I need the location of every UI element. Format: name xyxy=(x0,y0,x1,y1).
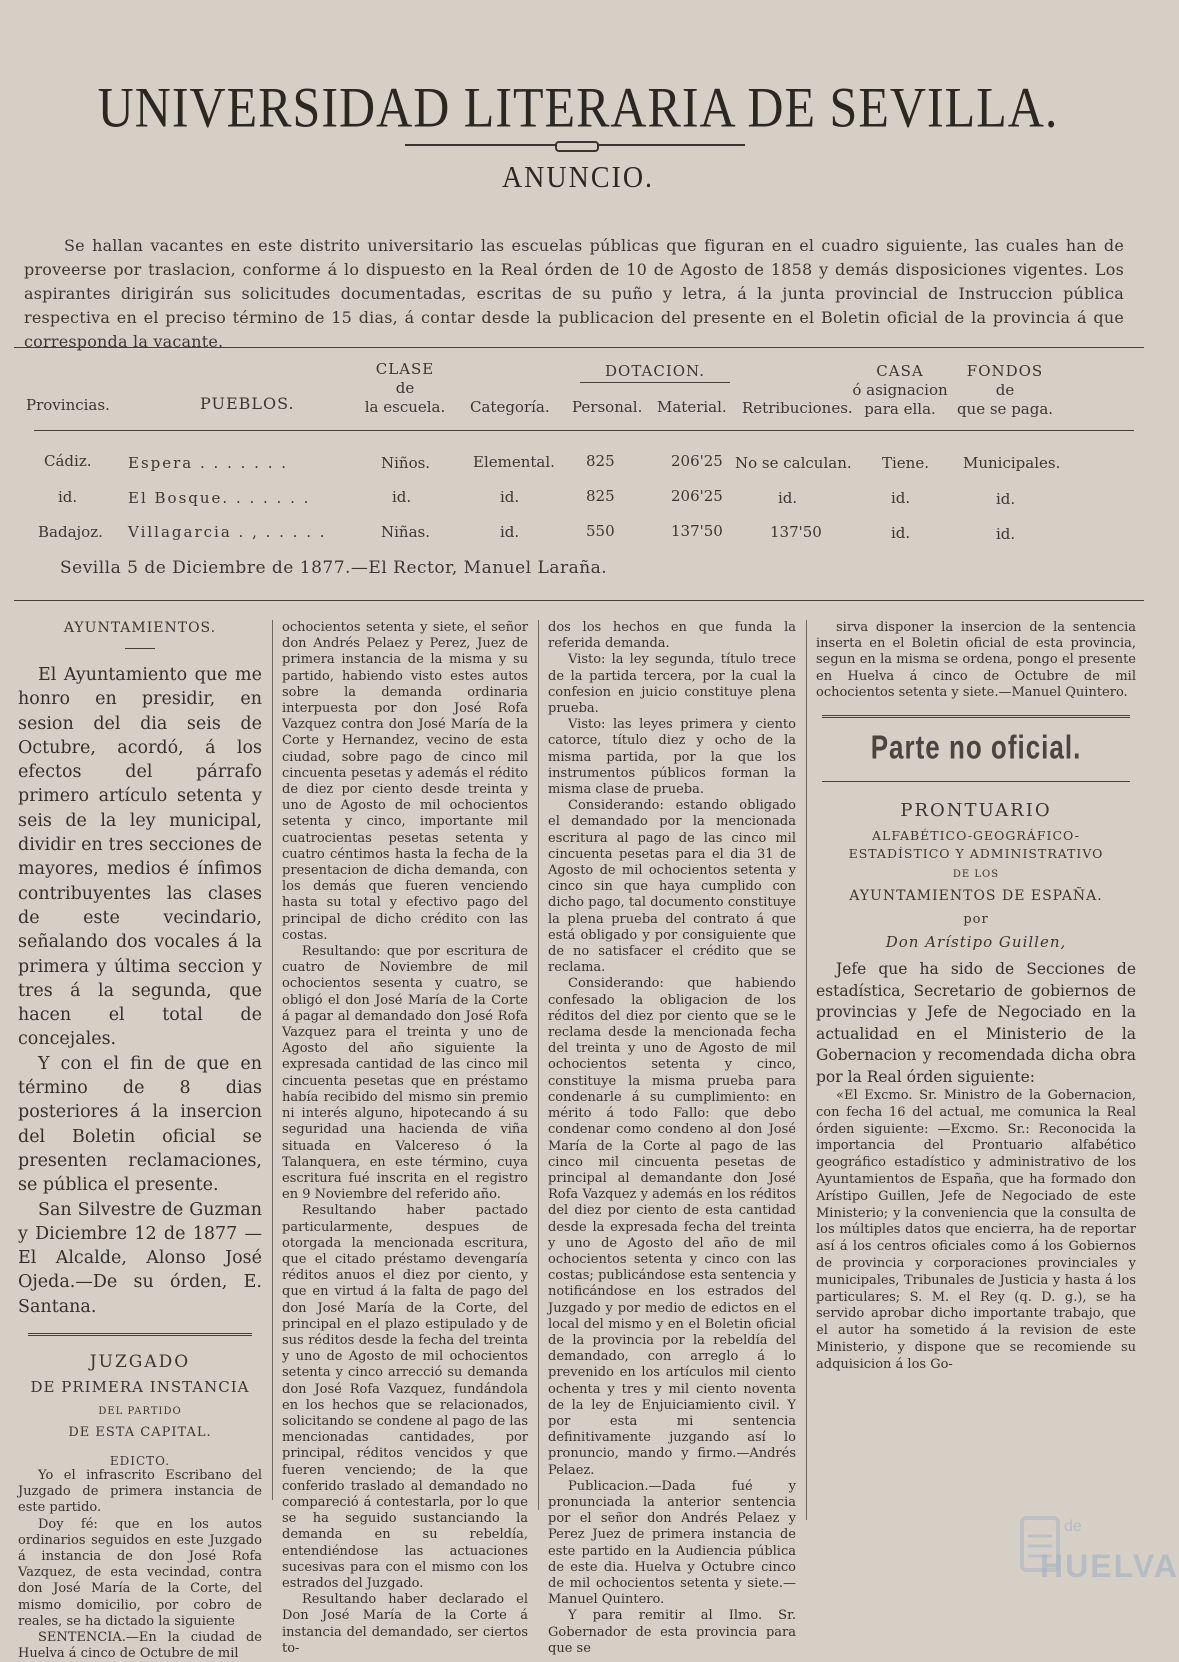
section-rule xyxy=(28,1333,252,1336)
column-rule-1 xyxy=(272,620,273,1500)
table-top-rule xyxy=(14,347,1144,348)
sentencia-start: SENTENCIA.—En la ciudad de Huelva á cinco de Octubre de mil xyxy=(18,1630,262,1662)
prontuario-heading: PRONTUARIO xyxy=(900,800,1052,822)
prontuario-heading-2: ALFABÉTICO-GEOGRÁFICO-ESTADÍSTICO Y ADMINISTRATIVO xyxy=(848,828,1104,862)
col4-body-2: Jefe que ha sido de Secciones de estadística, Secretario de gobiernos de provincias y Jefe de Negociado en la actualidad en el Ministerio de la Gobernacion y recomendada dicha obra por la Real órden siguiente: xyxy=(816,960,1136,1086)
column-rule-2 xyxy=(538,620,539,1510)
col4-body: sirva disponer la insercion de la sentencia inserta en el Boletin oficial de esta provincia, segun en la misma se ordena, pongo el presente en Huelva á cinco de Octubre de mil ochocientos setenta y siete.—Manuel Quintero. xyxy=(816,620,1136,700)
title-ornament xyxy=(405,141,745,149)
parte-no-oficial-heading: Parte no oficial. xyxy=(870,727,1082,767)
table-row-cadiz-material: 206'25 xyxy=(671,452,723,470)
th-retribuciones: Retribuciones. xyxy=(742,399,853,417)
th-clase xyxy=(355,360,455,417)
col4-body-3: «El Excmo. Sr. Ministro de la Gobernacion, con fecha 16 del actual, me comunica la Real órden siguiente: —Excmo. Sr.: Reconocida la importancia del Prontuario alfabético geográfico estadístico y administrativo de los Ayuntamientos de España, que ha formado don Arístipo Guillen, Jefe de Negociado de este Ministerio; y la conveniencia que la consulta de los múltiples datos que encierra, ha de reportar así á los centros oficiales como á los Gobiernos de provincia y corporaciones provinciales y municipales, Tribunales de Justicia y hasta á los particulares; S. M. el Rey (q. D. g.), se ha servido aprobar dicho importante trabajo, que el autor ha sometido á la revision de este Ministerio, y dispone que se recomiende su adquisicion á los Go- xyxy=(816,1088,1136,1372)
th-casa xyxy=(845,362,955,419)
masthead-title: UNIVERSIDAD LITERARIA DE SEVILLA. xyxy=(97,74,1059,140)
dotacion-rule xyxy=(580,382,730,383)
table-row-badajoz-categoria: id. xyxy=(500,523,520,541)
table-row-bosque-material: 206'25 xyxy=(671,487,723,505)
table-row-bosque-fondos: id. xyxy=(996,490,1016,508)
table-row-cadiz-provincia: Cádiz. xyxy=(44,452,92,470)
edicto-body: Yo el infrascrito Escribano del Juzgado de primera instancia de este partido. xyxy=(18,1468,262,1516)
watermark-text: HUELVA xyxy=(1040,1548,1179,1584)
parte-rule-bottom xyxy=(822,781,1130,782)
col3-body-5: Considerando: que habiendo confesado la obligacion de los réditos del diez por ciento que se le reclama desde la mencionada fecha del treinta y uno de Agosto de mil ochocientos setenta y cinco, constituye la misma prueba para condenarle á su cumplimiento: en mérito á todo Fallo: que debo condenar como condeno al don José María de la Corte al pago de las cinco mil cincuenta pesetas de principal al demandante don José Rofa Vazquez y además en los réditos del diez por ciento de esta cantidad desde la expresada fecha del treinta y uno de Agosto del año de mil ochocientos setenta y cinco con las costas; publicándose esta sentencia y notificándose en los estrados del Juzgado y por medio de edictos en el local del mismo y en el Boletin oficial de la provincia por la rebeldía del demandado, con arreglo á lo prevenido en los artículos mil ciento ochenta y tres y mil ciento noventa de la ley de Enjuiciamiento civil. Y por esta mi sentencia definitivamente juzgando así lo pronuncio, mando y firmo.—Andrés Pelaez. xyxy=(548,976,796,1478)
parte-rule-top xyxy=(822,715,1130,718)
table-row-bosque-retribuciones: id. xyxy=(778,489,798,507)
table-row-badajoz-casa: id. xyxy=(891,524,911,542)
edicto-heading: EDICTO. xyxy=(109,1454,171,1469)
watermark-small-text: de xyxy=(1064,1518,1082,1535)
col3-body-6: Publicacion.—Dada fué y pronunciada la anterior sentencia por el señor don Andrés Pelaez y Perez Juez de primera instancia de este partido en la Audiencia pública de este dia. Huelva y Octubre cinco de mil ochocientos setenta y siete.—Manuel Quintero. xyxy=(548,1478,796,1608)
th-fondos-1: FONDOS xyxy=(966,362,1044,380)
anuncio-intro: Se hallan vacantes en este distrito universitario las escuelas públicas que figuran en el cuadro siguiente, las cuales han de proveerse por traslacion, conforme á lo dispuesto en la Real órden de 10 de Agosto de 1858 y demás disposiciones vigentes. Los aspirantes dirigirán sus solicitudes documentadas, escritas de su puño y letra, á la junta provincial de Instruccion pública respectiva en el preciso término de 15 dias, á contar desde la publicacion del presente en el Boletin oficial de la provincia á que corresponda la vacante. xyxy=(24,236,1124,351)
th-categoria: Categoría. xyxy=(470,398,550,416)
juzgado-heading-4: DE ESTA CAPITAL. xyxy=(68,1425,212,1441)
table-row-cadiz-categoria: Elemental. xyxy=(473,453,555,471)
rector-signature: Sevilla 5 de Diciembre de 1877.—El Rector, Manuel Laraña. xyxy=(60,558,608,578)
juzgado-heading-2: DE PRIMERA INSTANCIA xyxy=(30,1378,250,1397)
th-clase-3: la escuela. xyxy=(364,398,446,416)
col2-body: ochocientos setenta y siete, el señor don Andrés Pelaez y Perez, Juez de primera instancia de la misma y su partido, habiendo visto estes autos sobre la demanda ordinaria interpuesta por don José Rofa Vazquez contra don José María de la Corte y Hernandez, vecino de esta ciudad, sobre pago de cinco mil cincuenta pesetas y además el rédito de diez por ciento desde treinta y uno de Agosto de mil ochocientos setenta y cinco, importante mil cuatrocientas pesetas setenta y cuatro céntimos hasta la fecha de la presentacion de dicha demanda, con los demás que fueren venciendo hasta su total y efectivo pago del principal de dicho crédito con las costas. xyxy=(282,620,528,943)
table-row-bosque-categoria: id. xyxy=(500,488,520,506)
col2-body-3: Resultando haber pactado particularmente, despues de otorgada la mencionada escritura, que el citado préstamo devengaría réditos anuos el diez por ciento, y que en virtud á la falta de pago del don José María de la Corte, del principal en el plazo estipulado y de sus réditos desde la fecha del treinta y uno de Agosto de mil ochocientos setenta y cinco arrecció su demanda don José Rofa Vazquez, fundándola en los hechos que se relacionados, solicitando se condene al pago de las mencionadas cantidades, por principal, réditos vencidos y que fueren venciendo; de la que conferido traslado al demandado no compareció á contestarla, por lo que se ha seguido sustanciando la demanda en su rebeldía, entendiéndose las actuaciones sucesivas para con el mismo con los estrados del Juzgado. xyxy=(282,1203,528,1591)
col3-body-3: Visto: las leyes primera y ciento catorce, título diez y ocho de la misma partida, por la que los instrumentos públicos forman la misma clase de prueba. xyxy=(548,717,796,798)
table-row-bosque-clase: id. xyxy=(392,488,412,506)
juzgado-heading: JUZGADO xyxy=(89,1352,191,1373)
th-fondos-2: de xyxy=(995,381,1015,399)
table-header-rule xyxy=(34,430,1134,431)
col2-body-4: Resultando haber declarado el Don José María de la Corte á instancia del demandado, ser ciertos to- xyxy=(282,1592,528,1656)
col3-body: dos los hechos en que funda la referida demanda. xyxy=(548,620,796,652)
th-material: Material. xyxy=(657,398,727,416)
table-row-bosque-casa: id. xyxy=(891,489,911,507)
heading-rule xyxy=(125,648,155,649)
table-row-cadiz-pueblo: Espera . . . . . . . xyxy=(128,454,288,472)
edicto-body-2: Doy fé: que en los autos ordinarios seguidos en este Juzgado á instancia de don José Rofa Vazquez, de esta vecindad, contra don José María de la Corte, del mismo domicilio, por cobro de reales, se ha dictado la siguiente xyxy=(18,1516,262,1629)
table-row-cadiz-clase: Niños. xyxy=(381,454,431,472)
th-clase-1: CLASE xyxy=(375,360,435,378)
column-rule-3 xyxy=(806,620,807,1520)
col3-body-2: Visto: la ley segunda, título trece de la partida tercera, por la cual la confesion en juicio constituye plena prueba. xyxy=(548,652,796,717)
table-row-cadiz-retribuciones: No se calculan. xyxy=(735,454,852,472)
ayuntamiento-body: El Ayuntamiento que me honro en presidir, en sesion del dia seis de Octubre, acordó, á los efectos del párrafo primero artículo setenta y seis de la ley municipal, dividir en tres secciones de mayores, medios é ínfimos contribuyentes las clases de este vecindario, señalando dos vocales á la primera y última seccion y tres á la segunda, que hacen el total de concejales. xyxy=(18,665,262,1050)
column-4 xyxy=(816,620,1136,1374)
column-2 xyxy=(282,620,528,1657)
ayuntamiento-body-2: Y con el fin de que en término de 8 dias posteriores á la insercion del Boletin oficial se presenten reclamaciones, se pública el presente. xyxy=(18,1053,262,1196)
column-1 xyxy=(18,620,262,1662)
table-row-bosque-provincia: id. xyxy=(58,488,78,506)
table-row-cadiz-casa: Tiene. xyxy=(882,454,929,472)
prontuario-por: por xyxy=(963,912,989,928)
th-provincias: Provincias. xyxy=(26,396,110,414)
table-bottom-rule xyxy=(14,600,1144,601)
table-row-badajoz-personal: 550 xyxy=(586,522,615,540)
col3-body-4: Considerando: estando obligado el demandado por la mencionada escritura al pago de las cinco mil cincuenta pesetas para el dia 31 de Agosto de mil ochocientos setenta y cinco sin que haya cumplido con dicho pago, tal documento constituye la plena prueba del contrato á que está obligado y por consiguiente que de no satisfacer el crédito que se reclama. xyxy=(548,798,796,976)
table-row-cadiz-personal: 825 xyxy=(586,452,615,470)
anuncio-heading: ANUNCIO. xyxy=(501,160,655,195)
table-row-badajoz-fondos: id. xyxy=(996,525,1016,543)
table-row-badajoz-provincia: Badajoz. xyxy=(38,523,103,541)
table-row-badajoz-clase: Niñas. xyxy=(381,523,430,541)
table-row-badajoz-retribuciones: 137'50 xyxy=(770,523,822,541)
prontuario-author: Don Arístipo Guillen, xyxy=(885,933,1067,952)
table-row-badajoz-material: 137'50 xyxy=(671,522,723,540)
th-personal: Personal. xyxy=(572,398,643,416)
column-3 xyxy=(548,620,796,1657)
th-casa-2: ó asignacion xyxy=(852,381,948,399)
th-pueblos: PUEBLOS. xyxy=(200,394,295,413)
th-dotacion: DOTACION. xyxy=(605,362,705,380)
prontuario-heading-4: AYUNTAMIENTOS DE ESPAÑA. xyxy=(849,888,1103,905)
col2-body-2: Resultando: que por escritura de cuatro de Noviembre de mil ochocientos sesenta y cuatro, se obligó el don José María de la Corte á pagar al demandado don José Rofa Vazquez para el treinta y uno de Agosto del año siguiente la expresada cantidad de las cinco mil cincuenta pesetas que en préstamo había recibido del mismo sin premio ni interés alguno, hipotecando á su seguridad una hacienda de viña situada en Valcereso ó la Talanquera, en este término, cuya escritura fué inscrita en el registro en 9 Noviembre del referido año. xyxy=(282,944,528,1203)
col3-body-7: Y para remitir al Ilmo. Sr. Gobernador de esta provincia para que se xyxy=(548,1608,796,1656)
ayuntamientos-heading: AYUNTAMIENTOS. xyxy=(63,620,217,636)
prontuario-heading-3: DE LOS xyxy=(952,869,1000,881)
table-row-badajoz-pueblo: Villagarcia . , . . . . . xyxy=(128,523,327,541)
table-row-bosque-personal: 825 xyxy=(586,487,615,505)
table-row-bosque-pueblo: El Bosque. . . . . . . xyxy=(128,489,311,507)
juzgado-heading-3: DEL PARTIDO xyxy=(98,1406,182,1418)
table-row-cadiz-fondos: Municipales. xyxy=(963,454,1061,472)
ayuntamiento-signature: San Silvestre de Guzman y Diciembre 12 de 1877 — El Alcalde, Alonso José Ojeda.—De su órden, E. Santana. xyxy=(18,1199,262,1317)
th-casa-3: para ella. xyxy=(864,400,936,418)
th-clase-2: de xyxy=(395,379,415,397)
th-fondos xyxy=(950,362,1060,419)
th-fondos-3: que se paga. xyxy=(956,400,1054,418)
th-casa-1: CASA xyxy=(876,362,924,380)
